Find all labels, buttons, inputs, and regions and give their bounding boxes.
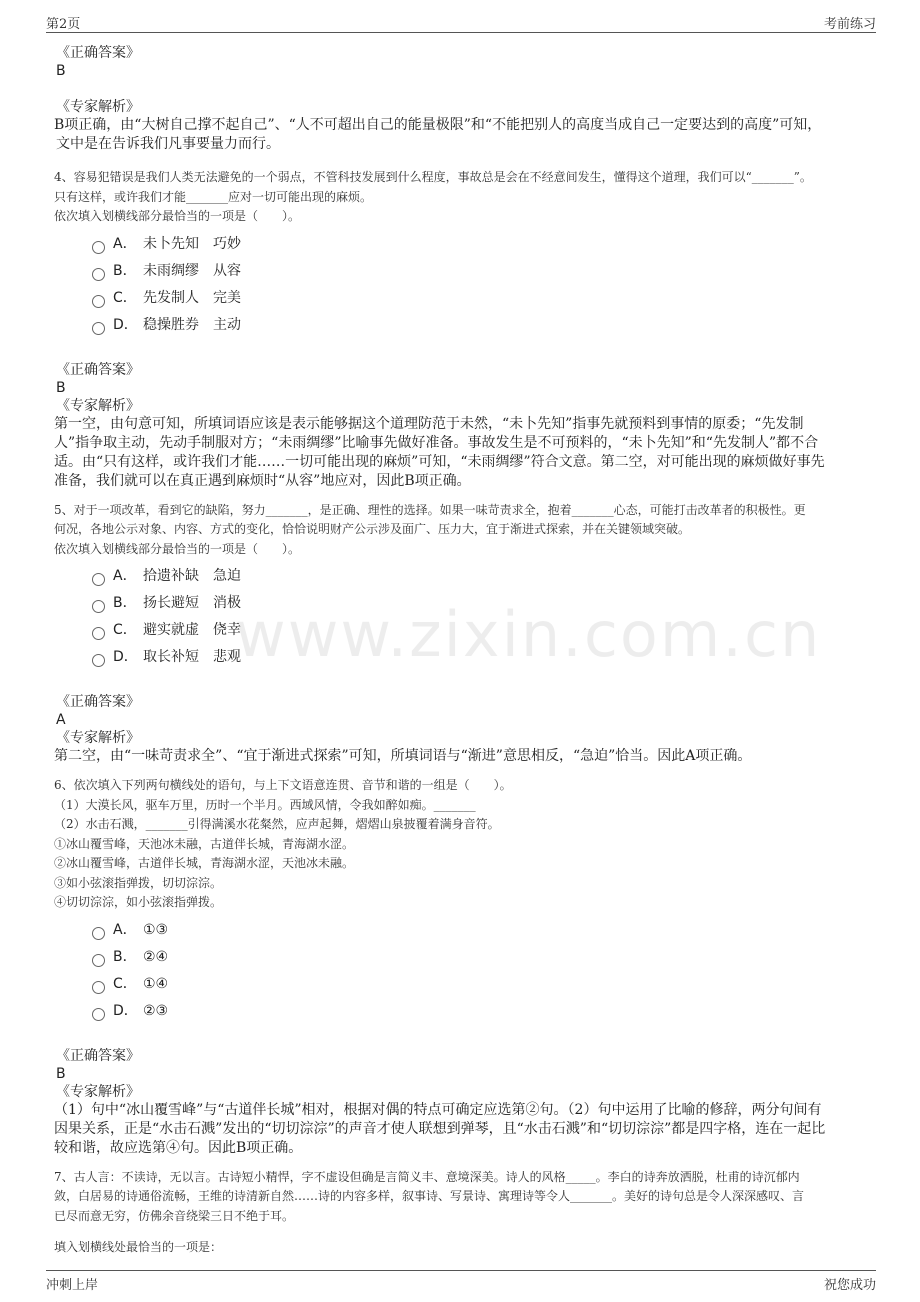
- expert-analysis-line: 人”指争取主动，先动手制服对方；“未雨绸缪”比喻事先做好准备。事故发生是不可预料的，“未卜先知”和“先发制人”都不合: [54, 434, 819, 451]
- radio-icon[interactable]: [92, 573, 105, 586]
- expert-analysis-line: 较和谐，故应选第④句。因此B项正确。: [54, 1139, 303, 1156]
- expert-analysis-line: 文中是在告诉我们凡事要量力而行。: [56, 136, 280, 152]
- option-text: 扬长避短 消极: [143, 595, 241, 611]
- question-5: [54, 501, 874, 767]
- question-text: 何况，各地公示对象、内容、方式的变化，恰恰说明财产公示涉及面广、压力大，宜于渐进式探索，并在关键领域突破。: [54, 522, 691, 536]
- question-choice: ④切切淙淙，如小弦滚指弹拨。: [54, 895, 223, 909]
- option-a[interactable]: [92, 563, 874, 590]
- radio-icon[interactable]: [92, 927, 105, 940]
- option-text: 避实就虚 侥幸: [143, 622, 241, 638]
- correct-answer-value: A: [56, 712, 66, 728]
- question-text: （1）大漠长风，驱车万里，历时一个半月。西域风情，令我如醉如痴。_______: [54, 797, 476, 812]
- page-content: [54, 44, 874, 1258]
- option-text: ①③: [143, 921, 169, 938]
- expert-analysis-line: 准备，我们就可以在真正遇到麻烦时“从容”地应对，因此B项正确。: [54, 472, 471, 489]
- expert-analysis-title: 《专家解析》: [56, 397, 140, 414]
- option-b[interactable]: [92, 944, 874, 971]
- question-7: [54, 1168, 874, 1258]
- question-text: 5、对于一项改革，看到它的缺陷，努力_______，是正确、理性的选择。如果一味苛责求全，抱着_______心态，可能打击改革者的积极性。更: [54, 502, 806, 517]
- question-prompt: 填入划横线处最恰当的一项是：: [54, 1240, 223, 1254]
- question-choice: ①冰山覆雪峰，天池冰未融，古道伴长城，青海湖水涩。: [54, 836, 355, 851]
- question-text: 只有这样，或许我们才能_______应对一切可能出现的麻烦。: [54, 189, 373, 204]
- option-letter: C．: [113, 622, 137, 638]
- page-header: [46, 10, 876, 33]
- option-d[interactable]: [92, 312, 874, 339]
- option-c[interactable]: [92, 971, 874, 998]
- expert-analysis-line: B项正确，由“大树自己撑不起自己”、“人不可超出自己的能量极限”和“不能把别人的高度当成自己一定要达到的高度”可知，: [54, 117, 822, 133]
- question-text: 6、依次填入下列两句横线处的语句，与上下文语意连贯、音节和谐的一组是（ ）。: [54, 778, 512, 792]
- option-text: ②④: [143, 948, 169, 965]
- correct-answer-value: B: [56, 1065, 66, 1082]
- expert-analysis-line: 适。由“只有这样，或许我们才能……一切可能出现的麻烦”可知，“未雨绸缪”符合文意。第二空，对可能出现的麻烦做好事先: [54, 453, 825, 470]
- option-list: [92, 231, 874, 339]
- option-d[interactable]: [92, 644, 874, 671]
- expert-analysis-line: （1）句中“冰山覆雪峰”与“古道伴长城”相对，根据对偶的特点可确定应选第②句。（2）句中运用了比喻的修辞，两分句间有: [54, 1101, 822, 1118]
- correct-answer-value: B: [56, 63, 66, 79]
- radio-icon[interactable]: [92, 981, 105, 994]
- option-letter: C．: [113, 975, 137, 992]
- question-choice: ③如小弦滚指弹拨，切切淙淙。: [54, 875, 223, 890]
- option-text: 拾遗补缺 急迫: [143, 568, 241, 584]
- option-text: 取长补短 悲观: [143, 649, 241, 665]
- correct-answer-title: 《正确答案》: [56, 45, 140, 61]
- radio-icon[interactable]: [92, 600, 105, 613]
- option-letter: B．: [113, 595, 137, 611]
- option-b[interactable]: [92, 590, 874, 617]
- expert-analysis-line: 第一空，由句意可知，所填词语应该是表示能够据这个道理防范于未然，“未卜先知”指事先就预料到事情的原委；“先发制: [54, 415, 804, 432]
- radio-icon[interactable]: [92, 1008, 105, 1021]
- option-letter: D．: [113, 316, 138, 333]
- option-c[interactable]: [92, 285, 874, 312]
- option-c[interactable]: [92, 617, 874, 644]
- expert-analysis-line: 因果关系，正是“水击石溅”发出的“切切淙淙”的声音才使人联想到弹琴，且“水击石溅”和“切切淙淙”都是四字格，连在一起比: [54, 1120, 826, 1137]
- question-text: 敛，白居易的诗通俗流畅，王维的诗清新自然……诗的内容多样，叙事诗、写景诗、寓理诗等令人_______。美好的诗句总是令人深深感叹、言: [54, 1189, 805, 1203]
- option-text: 先发制人 完美: [143, 289, 241, 306]
- question-6: [54, 776, 874, 1158]
- option-a[interactable]: [92, 231, 874, 258]
- option-letter: C．: [113, 289, 137, 306]
- option-letter: A．: [113, 235, 137, 252]
- question-prompt: 依次填入划横线部分最恰当的一项是（ ）。: [54, 541, 301, 556]
- option-a[interactable]: [92, 917, 874, 944]
- option-letter: D．: [113, 649, 138, 665]
- option-text: 未卜先知 巧妙: [143, 235, 241, 252]
- option-letter: D．: [113, 1002, 138, 1019]
- question-text: 已尽而意无穷，仿佛余音绕梁三日不绝于耳。: [54, 1208, 295, 1223]
- radio-icon[interactable]: [92, 268, 105, 281]
- footer-left-text: 冲刺上岸: [46, 1278, 99, 1293]
- option-text: 稳操胜券 主动: [143, 316, 241, 333]
- option-letter: A．: [113, 921, 137, 938]
- watermark: www.zixin.com.cn: [235, 598, 822, 671]
- page-number: 第2页: [46, 17, 81, 32]
- option-letter: B．: [113, 262, 137, 279]
- radio-icon[interactable]: [92, 627, 105, 640]
- page-footer: [46, 1270, 876, 1295]
- option-letter: A．: [113, 568, 137, 584]
- question-text: （2）水击石溅，_______引得满溪水花粲然，应声起舞，熠熠山泉披覆着满身音符。: [54, 817, 500, 831]
- option-text: 未雨绸缪 从容: [143, 262, 241, 279]
- option-text: ②③: [143, 1002, 169, 1019]
- expert-analysis-title: 《专家解析》: [56, 1083, 140, 1100]
- correct-answer-title: 《正确答案》: [56, 1047, 140, 1064]
- correct-answer-title: 《正确答案》: [56, 361, 140, 378]
- question-text: 7、古人言：不读诗，无以言。古诗短小精悍，字不虚设但确是言简义丰、意境深美。诗人的风格_____。李白的诗奔放洒脱，杜甫的诗沉郁内: [54, 1169, 800, 1184]
- radio-icon[interactable]: [92, 295, 105, 308]
- expert-analysis-line: 第二空，由“一味苛责求全”、“宜于渐进式探索”可知，所填词语与“渐进”意思相反，“急迫”恰当。因此A项正确。: [54, 748, 752, 764]
- option-list: [92, 917, 874, 1025]
- option-text: ①④: [143, 975, 169, 992]
- header-title: 考前练习: [823, 17, 876, 32]
- question-prompt: 依次填入划横线部分最恰当的一项是（ ）。: [54, 209, 301, 223]
- answer-block-3: [54, 44, 874, 154]
- expert-analysis-title: 《专家解析》: [56, 730, 140, 746]
- radio-icon[interactable]: [92, 322, 105, 335]
- radio-icon[interactable]: [92, 241, 105, 254]
- expert-analysis-title: 《专家解析》: [56, 99, 140, 115]
- option-d[interactable]: [92, 998, 874, 1025]
- question-choice: ②冰山覆雪峰，古道伴长城，青海湖水涩，天池冰未融。: [54, 856, 355, 870]
- option-letter: B．: [113, 948, 137, 965]
- correct-answer-title: 《正确答案》: [56, 694, 140, 710]
- footer-right-text: 祝您成功: [823, 1278, 876, 1293]
- correct-answer-value: B: [56, 379, 66, 396]
- question-4: [54, 168, 874, 491]
- option-list: [92, 563, 874, 671]
- radio-icon[interactable]: [92, 954, 105, 967]
- radio-icon[interactable]: [92, 654, 105, 667]
- option-b[interactable]: [92, 258, 874, 285]
- question-text: 4、容易犯错误是我们人类无法避免的一个弱点，不管科技发展到什么程度，事故总是会在不经意间发生，懂得这个道理，我们可以“_______”。: [54, 170, 812, 184]
